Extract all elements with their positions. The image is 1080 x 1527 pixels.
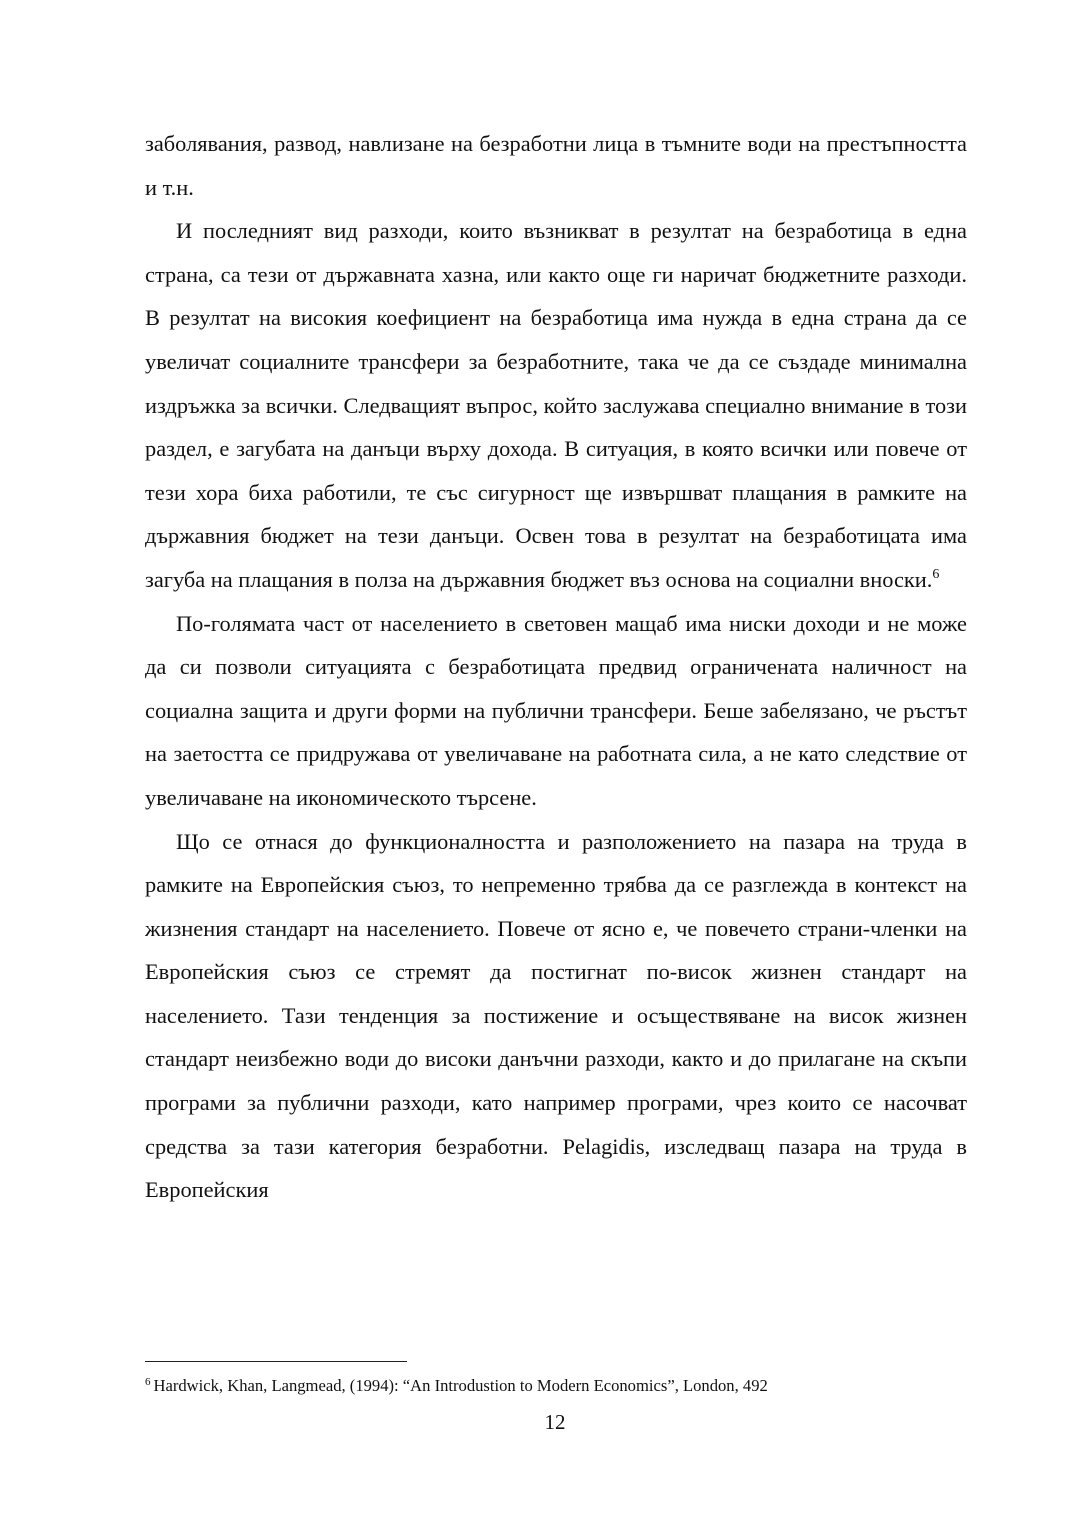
footnote: [145, 1375, 967, 1397]
paragraph-budget-expenses: [145, 209, 967, 601]
paragraph-text: И последният вид разходи, които възникват в резултат на безработица в една страна, са тези от държавната хазна, или както още ги наричат бюджетните разходи. В резултат на високия коефициент на безработица има нужда в една страна да се увеличат социалните трансфери за безработните, така че да се създаде минимална издръжка за всички. Следващият въпрос, който заслужава специално внимание в този раздел, е загубата на данъци върху дохода. В ситуация, в която всички или повече от тези хора биха работили, те със сигурност ще извършват плащания в рамките на държавния бюджет на тези данъци. Освен това в резултат на безработицата има загуба на плащания в полза на държавния бюджет въз основа на социални вноски.: [145, 218, 967, 592]
page-number: 12: [544, 1410, 566, 1434]
footnote-number: 6: [145, 1376, 151, 1388]
paragraph-text: заболявания, развод, навлизане на безработни лица в тъмните води на престъпността и т.н.: [145, 131, 967, 200]
paragraph-continuation: [145, 122, 967, 209]
body-text: [145, 122, 967, 1212]
footnote-reference[interactable]: 6: [932, 566, 940, 582]
footnote-separator: [145, 1361, 407, 1362]
paragraph-eu-labour-market: [145, 820, 967, 1212]
paragraph-text: Що се отнася до функционалността и разположението на пазара на труда в рамките на Европейския съюз, то непременно трябва да се разглежда в контекст на жизнения стандарт на населението. Повече от ясно е, че повечето страни-членки на Европейския съюз се стремят да постигнат по-висок жизнен стандарт на населението. Тази тенденция за постижение и осъществяване на висок жизнен стандарт неизбежно води до високи данъчни разходи, както и до прилагане на скъпи програми за публични разходи, като например програми, чрез които се насочват средства за тази категория безработни. Pelagidis, изследващ пазара на труда в Европейския: [145, 828, 967, 1203]
footnote-text: Hardwick, Khan, Langmead, (1994): “An Introdustion to Modern Economics”, London, 492: [153, 1376, 768, 1395]
paragraph-text: По-голямата част от населението в световен мащаб има ниски доходи и не може да си позволи ситуацията с безработицата предвид ограничената наличност на социална защита и други форми на публични трансфери. Беше забелязано, че ръстът на заетостта се придружава от увеличаване на работната сила, а не като следствие от увеличаване на икономическото търсене.: [145, 610, 967, 810]
paragraph-low-income: [145, 602, 967, 820]
